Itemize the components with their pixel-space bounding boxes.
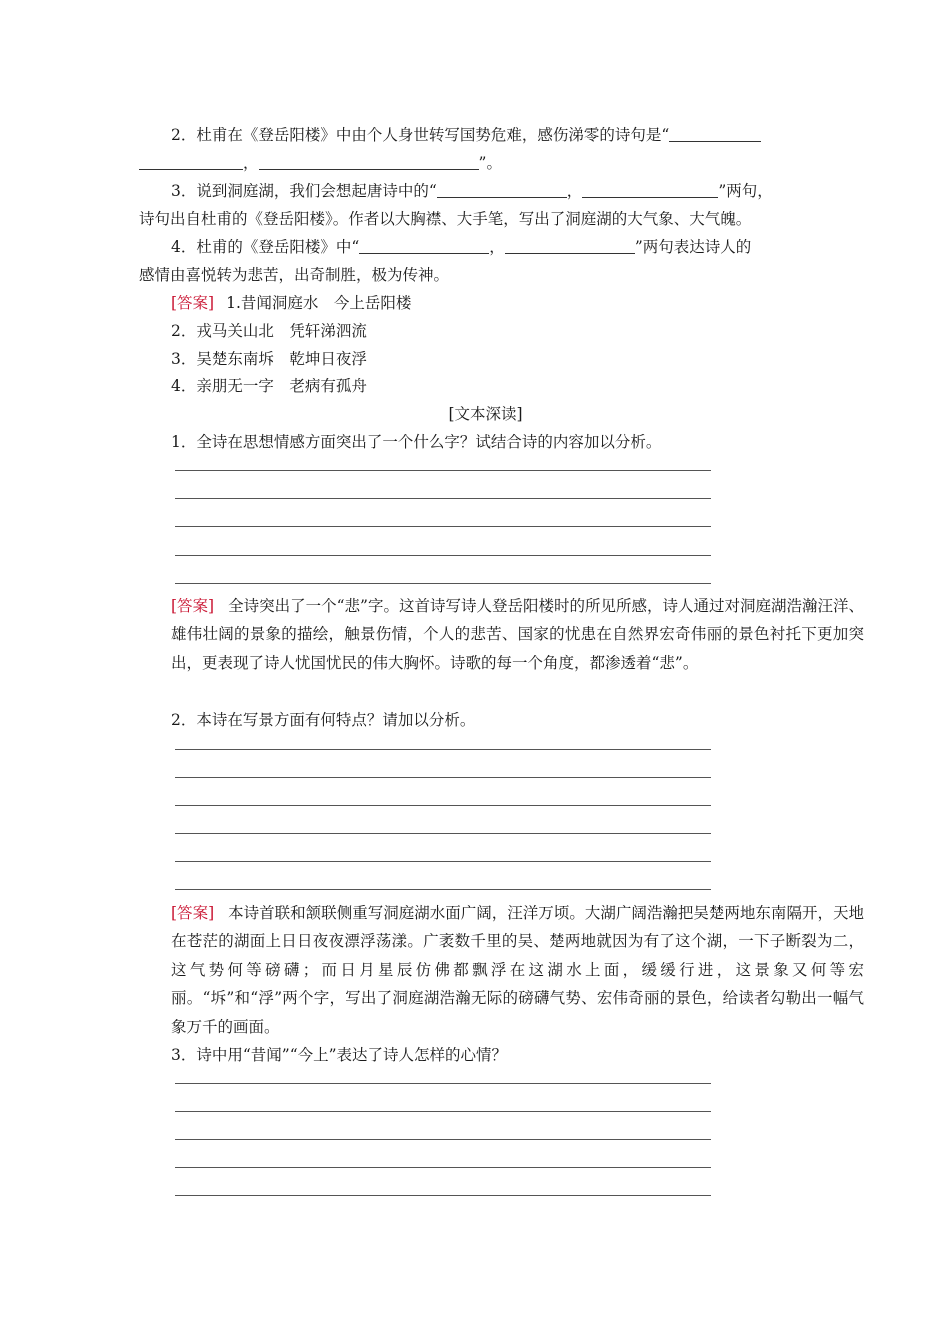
q4-mid: ”两句表达诗人的 [634, 238, 752, 256]
answer-blank[interactable] [582, 182, 718, 199]
deep-answer-1 [139, 592, 864, 677]
answer-line[interactable] [175, 1167, 711, 1168]
deep-question-3: 3．诗中用“昔闻”“今上”表达了诗人怎样的心情？ [171, 1046, 508, 1064]
answer-line[interactable] [175, 805, 711, 806]
q2-comma: ， [243, 154, 259, 172]
q3-text: 3．说到洞庭湖，我们会想起唐诗中的“ [171, 182, 437, 200]
section-title: [文本深读] [448, 405, 523, 423]
answer-line[interactable] [175, 470, 711, 471]
q4-comma: ， [489, 238, 505, 256]
answer-blank[interactable] [139, 154, 243, 171]
deep-answer-2 [139, 899, 864, 1041]
question-4-fill [139, 233, 864, 261]
answer-line[interactable] [175, 583, 711, 584]
answer-line[interactable] [175, 1139, 711, 1140]
answer-line[interactable] [175, 1195, 711, 1196]
deep-question-1: 1．全诗在思想情感方面突出了一个什么字？试结合诗的内容加以分析。 [171, 433, 662, 451]
answer-blank[interactable] [259, 154, 479, 171]
answer-blank[interactable] [437, 182, 567, 199]
answer-blank[interactable] [669, 126, 761, 143]
q4-text: 4．杜甫的《登岳阳楼》中“ [171, 238, 360, 256]
answer-label: [答案] [171, 294, 215, 312]
question-3-fill [139, 177, 864, 205]
q3-mid: ”两句， [718, 182, 773, 200]
answer-text: 本诗首联和颔联侧重写洞庭湖水面广阔，汪洋万顷。大湖广阔浩瀚把吴楚两地东南隔开，天地在苍茫的湖面上日日夜夜漂浮荡漾。广袤数千里的吴、楚两地就因为有了这个湖，一下子断裂为二，这气势何等磅礴；而日月星辰仿佛都飘浮在这湖水上面，缓缓行进，这景象又何等宏丽。“坼”和“浮”两个字，写出了洞庭湖浩瀚无际的磅礴气势、宏伟奇丽的景色，给读者勾勒出一幅气象万千的画面。 [171, 904, 864, 1036]
q3-comma: ， [566, 182, 583, 200]
answer-text: 1.昔闻洞庭水 今上岳阳楼 [226, 294, 412, 312]
answer-line[interactable] [175, 749, 711, 750]
answer-text: 全诗突出了一个“悲”字。这首诗写诗人登岳阳楼时的所见所感，诗人通过对洞庭湖浩瀚汪洋、雄伟壮阔的景象的描绘，触景伤情，个人的悲苦、国家的忧患在自然界宏奇伟丽的景色衬托下更加突出，更表现了诗人忧国忧民的伟大胸怀。诗歌的每一个角度，都渗透着“悲”。 [171, 597, 864, 672]
answer-blank[interactable] [359, 238, 489, 255]
answer-line[interactable] [175, 833, 711, 834]
answer-line[interactable] [175, 498, 711, 499]
answer-line[interactable] [175, 1083, 711, 1084]
question-2-fill [139, 121, 864, 149]
answer-line[interactable] [175, 889, 711, 890]
fill-answer-4: 4．亲朋无一字 老病有孤舟 [171, 377, 367, 395]
q2-suffix: ”。 [478, 154, 502, 172]
answer-line[interactable] [175, 777, 711, 778]
answer-line[interactable] [175, 1111, 711, 1112]
q2-text: 2．杜甫在《登岳阳楼》中由个人身世转写国势危难，感伤涕零的诗句是“ [171, 126, 670, 144]
deep-question-2: 2．本诗在写景方面有何特点？请加以分析。 [171, 711, 476, 729]
question-4-line2: 感情由喜悦转为悲苦，出奇制胜，极为传神。 [139, 266, 450, 284]
answer-blank[interactable] [505, 238, 635, 255]
answer-label: [答案] [171, 597, 215, 615]
fill-answer-1 [139, 289, 864, 317]
question-3-line2: 诗句出自杜甫的《登岳阳楼》。作者以大胸襟、大手笔，写出了洞庭湖的大气象、大气魄。 [139, 210, 752, 228]
answer-line[interactable] [175, 555, 711, 556]
answer-label: [答案] [171, 904, 215, 922]
answer-line[interactable] [175, 526, 711, 527]
fill-answer-3: 3．吴楚东南坼 乾坤日夜浮 [171, 350, 367, 368]
answer-line[interactable] [175, 861, 711, 862]
fill-answer-2: 2．戎马关山北 凭轩涕泗流 [171, 322, 367, 340]
question-2-fill-line2 [139, 149, 832, 177]
